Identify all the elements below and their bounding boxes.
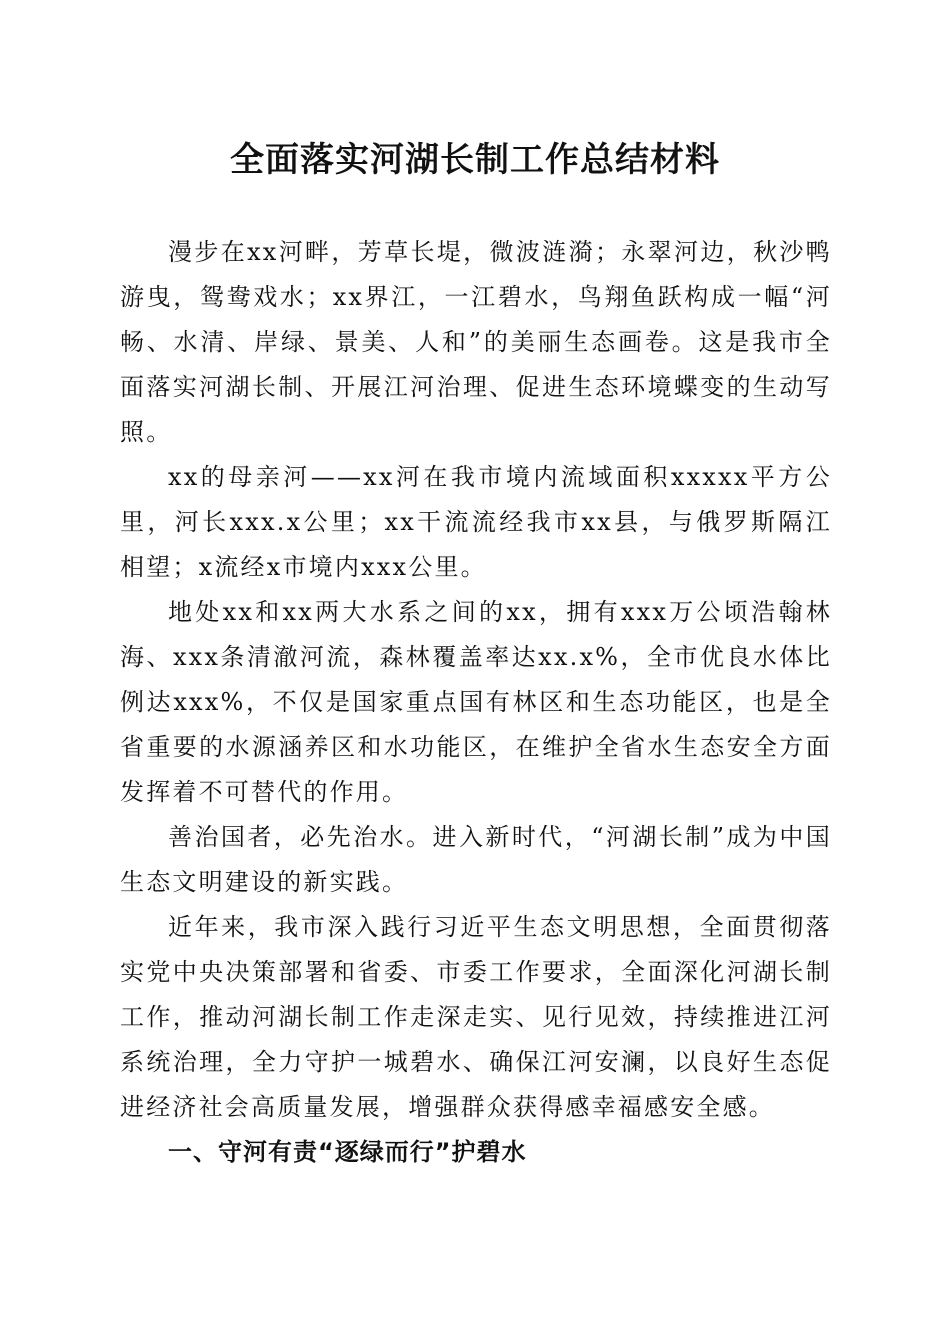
paragraph-2: xx的母亲河——xx河在我市境内流域面积xxxxx平方公里，河长xxx.x公里；xx干流流经我市xx县，与俄罗斯隔江相望；x流经x市境内xxx公里。 [120,463,832,581]
paragraph-4: 善治国者，必先治水。进入新时代，“河湖长制”成为中国生态文明建设的新实践。 [120,823,832,896]
document-title: 全面落实河湖长制工作总结材料 [230,140,720,180]
document-body [120,230,832,1175]
paragraph-5: 近年来，我市深入践行习近平生态文明思想，全面贯彻落实党中央决策部署和省委、市委工作要求，全面深化河湖长制工作，推动河湖长制工作走深走实、见行见效，持续推进江河系统治理，全力守护一城碧水、确保江河安澜，以良好生态促进经济社会高质量发展，增强群众获得感幸福感安全感。 [120,913,832,1121]
paragraph-1: 漫步在xx河畔，芳草长堤，微波涟漪；永翠河边，秋沙鸭游曳，鸳鸯戏水；xx界江，一江碧水，鸟翔鱼跃构成一幅“河畅、水清、岸绿、景美、人和”的美丽生态画卷。这是我市全面落实河湖长制、开展江河治理、促进生态环境蝶变的生动写照。 [120,238,832,446]
section-heading: 一、守河有责“逐绿而行”护碧水 [168,1138,527,1166]
paragraph-3: 地处xx和xx两大水系之间的xx，拥有xxx万公顷浩翰林海、xxx条清澈河流，森林覆盖率达xx.x%，全市优良水体比例达xxx%，不仅是国家重点国有林区和生态功能区，也是全省重要的水源涵养区和水功能区，在维护全省水生态安全方面发挥着不可替代的作用。 [120,598,832,806]
